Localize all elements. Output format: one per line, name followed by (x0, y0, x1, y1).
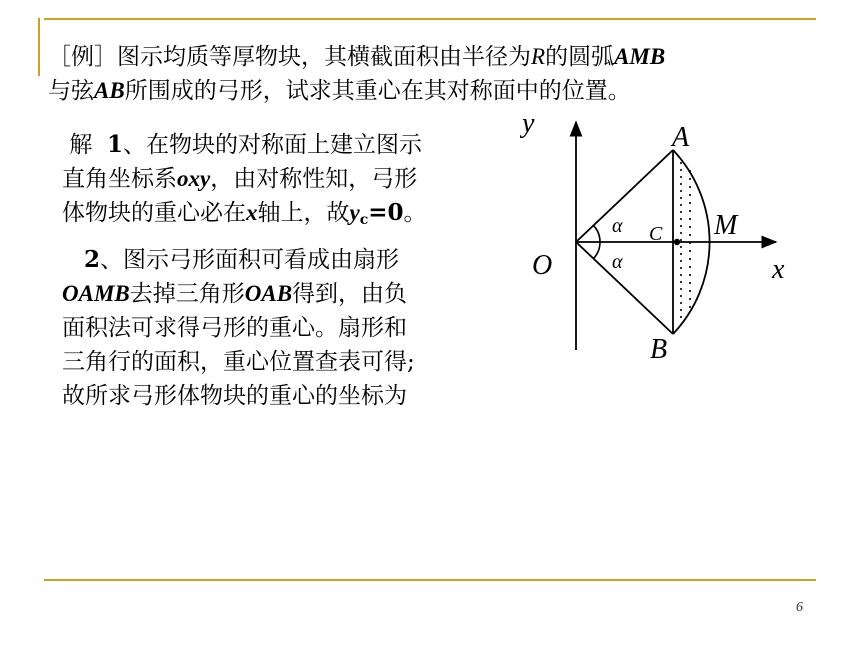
step1-text-5: 轴上，故 (257, 200, 350, 226)
solution-label: 解 (69, 132, 93, 158)
step2-text-2: 去掉三角形 (129, 281, 245, 307)
step2-number: 2 (83, 246, 100, 273)
angle-arc-upper (593, 225, 600, 242)
radius-symbol: R (531, 44, 546, 69)
example-text-1: ［例］图示均质等厚物块，其横截面积由半径为 (48, 44, 531, 70)
bottom-divider (44, 579, 816, 581)
step1-text-2: 直角坐标系 (62, 166, 177, 192)
top-divider (44, 18, 816, 20)
solution-line-4 (62, 243, 427, 277)
solution-line-6: 面积法可求得弓形的重心。扇形和 (62, 315, 407, 341)
angle-arc-lower (593, 242, 600, 259)
example-text-3: 与弦 (48, 78, 94, 104)
y-axis-label: y (522, 110, 535, 139)
c-subscript: c (359, 212, 369, 228)
coord-system-symbol: oxy (177, 166, 211, 191)
corner-accent (38, 18, 40, 76)
equals-zero: =0 (368, 199, 404, 226)
x-axis-label: x (772, 254, 785, 285)
centroid-point (674, 239, 680, 245)
angle-lower-label: α (612, 251, 623, 273)
origin-label: O (532, 250, 553, 281)
solution-line-3 (62, 196, 427, 237)
example-text-4: 所围成的弓形，试求其重心在其对称面中的位置。 (124, 78, 631, 104)
point-c-label: C (649, 223, 663, 245)
solution-line-8: 故所求弓形体物块的重心的坐标为 (62, 383, 407, 409)
step1-number: 1 (106, 131, 123, 158)
solution-line-1 (62, 128, 427, 162)
point-m-label: M (714, 210, 738, 241)
radius-ob (576, 242, 673, 334)
triangle-name: OAB (244, 281, 293, 306)
segment-diagram (520, 110, 810, 370)
solution-line-5 (62, 277, 427, 311)
example-line-1 (48, 40, 665, 74)
example-statement (48, 40, 665, 108)
step1-text-4: 体物块的重心必在 (62, 200, 246, 226)
angle-upper-label: α (612, 215, 623, 237)
y-variable: y (349, 200, 360, 225)
solution-line-7: 三角行的面积，重心位置查表可得; (62, 349, 415, 375)
step1-text-1: 、在物块的对称面上建立图示 (122, 132, 422, 158)
example-text-2: 的圆弧 (545, 44, 615, 70)
step1-text-3: ，由对称性知，弓形 (210, 166, 418, 192)
example-line-2 (48, 74, 665, 108)
x-variable: x (246, 200, 258, 225)
solution-line-2 (62, 162, 427, 196)
page-number: 6 (796, 600, 803, 615)
point-b-label: B (650, 334, 668, 365)
point-a-label: A (672, 122, 690, 153)
step2-text-1: 、图示弓形面积可看成由扇形 (99, 247, 399, 273)
step1-text-6: 。 (403, 200, 427, 226)
arc-name: AMB (614, 44, 666, 69)
chord-name: AB (94, 78, 125, 103)
sector-name: OAMB (62, 281, 130, 306)
solution-body (62, 128, 427, 413)
step2-text-3: 得到，由负 (292, 281, 408, 307)
